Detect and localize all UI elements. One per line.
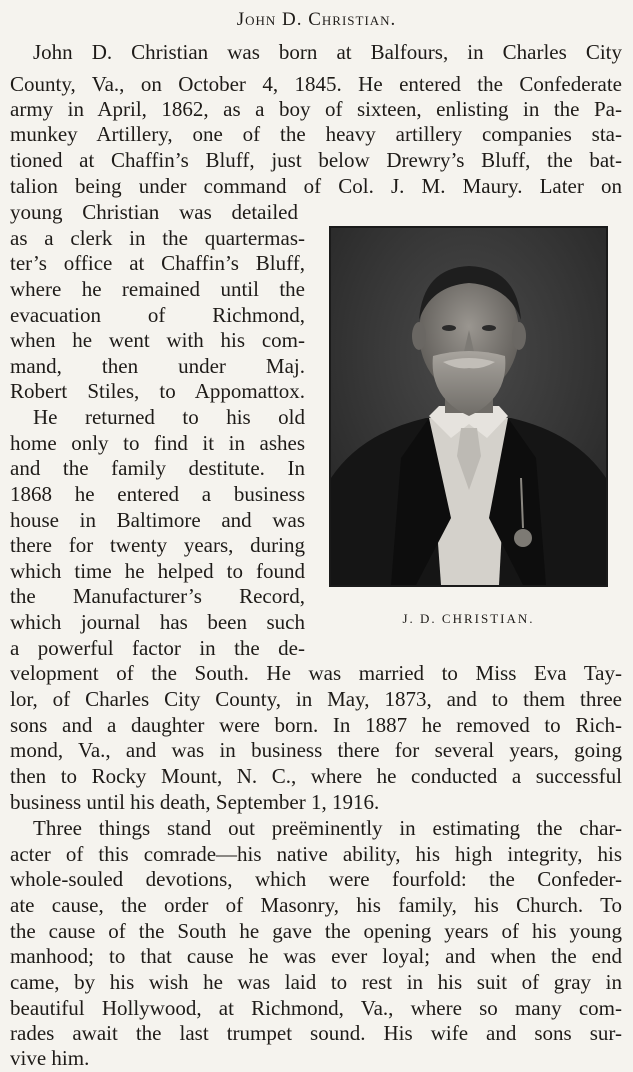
text-line: mond, Va., and was in business there for several years, going bbox=[10, 738, 622, 762]
text-line: munkey Artillery, one of the heavy artillery companies sta- bbox=[10, 122, 622, 146]
text-line: evacuation of Richmond, bbox=[10, 303, 305, 327]
text-line: John D. Christian was born at Balfours, in Charles City bbox=[33, 40, 622, 64]
text-line: lor, of Charles City County, in May, 1873, and to them three bbox=[10, 687, 622, 711]
text-line: Robert Stiles, to Appomattox. bbox=[10, 379, 305, 403]
portrait-image bbox=[331, 228, 606, 585]
text-line: house in Baltimore and was bbox=[10, 508, 305, 532]
text-line: talion being under command of Col. J. M. Maury. Later on bbox=[10, 174, 622, 198]
text-line: the cause of the South he gave the opening years of his young bbox=[10, 919, 622, 943]
text-line: and the family destitute. In bbox=[10, 456, 305, 480]
text-line: business until his death, September 1, 1916. bbox=[10, 790, 380, 814]
text-line: young Christian was detailed bbox=[10, 200, 298, 224]
text-line: sons and a daughter were born. In 1887 he removed to Rich- bbox=[10, 713, 622, 737]
text-line: home only to find it in ashes bbox=[10, 431, 305, 455]
text-line: as a clerk in the quartermas- bbox=[10, 226, 305, 250]
article-title: John D. Christian. bbox=[236, 9, 397, 30]
text-line: Three things stand out preëminently in estimating the char- bbox=[33, 816, 622, 840]
text-line: tioned at Chaffin’s Bluff, just below Drewry’s Bluff, the bat- bbox=[10, 148, 622, 172]
text-line: mand, then under Maj. bbox=[10, 354, 305, 378]
text-line: He returned to his old bbox=[33, 405, 305, 429]
text-line: which time he helped to found bbox=[10, 559, 305, 583]
text-line: the Manufacturer’s Record, bbox=[10, 584, 305, 608]
text-line: then to Rocky Mount, N. C., where he conducted a successful bbox=[10, 764, 622, 788]
text-line: County, Va., on October 4, 1845. He entered the Confederate bbox=[10, 72, 622, 96]
text-line: 1868 he entered a business bbox=[10, 482, 305, 506]
text-line: came, by his wish he was laid to rest in his suit of gray in bbox=[10, 970, 622, 994]
text-line: ter’s office at Chaffin’s Bluff, bbox=[10, 251, 305, 275]
text-line: velopment of the South. He was married to Miss Eva Tay- bbox=[10, 661, 622, 685]
text-line: a powerful factor in the de- bbox=[10, 636, 305, 660]
text-line: when he went with his com- bbox=[10, 328, 305, 352]
text-line: ate cause, the order of Masonry, his family, his Church. To bbox=[10, 893, 622, 917]
text-line: where he remained until the bbox=[10, 277, 305, 301]
text-line: which journal has been such bbox=[10, 610, 305, 634]
photo-caption: J. D. CHRISTIAN. bbox=[402, 611, 535, 626]
text-line: beautiful Hollywood, at Richmond, Va., where so many com- bbox=[10, 996, 622, 1020]
text-line: rades await the last trumpet sound. His wife and sons sur- bbox=[10, 1021, 622, 1045]
text-line: whole-souled devotions, which were fourfold: the Confeder- bbox=[10, 867, 622, 891]
text-line: manhood; to that cause he was ever loyal; and when the end bbox=[10, 944, 622, 968]
text-line: army in April, 1862, as a boy of sixteen, enlisting in the Pa- bbox=[10, 97, 622, 121]
text-line: vive him. bbox=[10, 1046, 90, 1070]
text-line: acter of this comrade—his native ability, his high integrity, his bbox=[10, 842, 622, 866]
portrait-photo bbox=[329, 226, 608, 587]
text-line: there for twenty years, during bbox=[10, 533, 305, 557]
